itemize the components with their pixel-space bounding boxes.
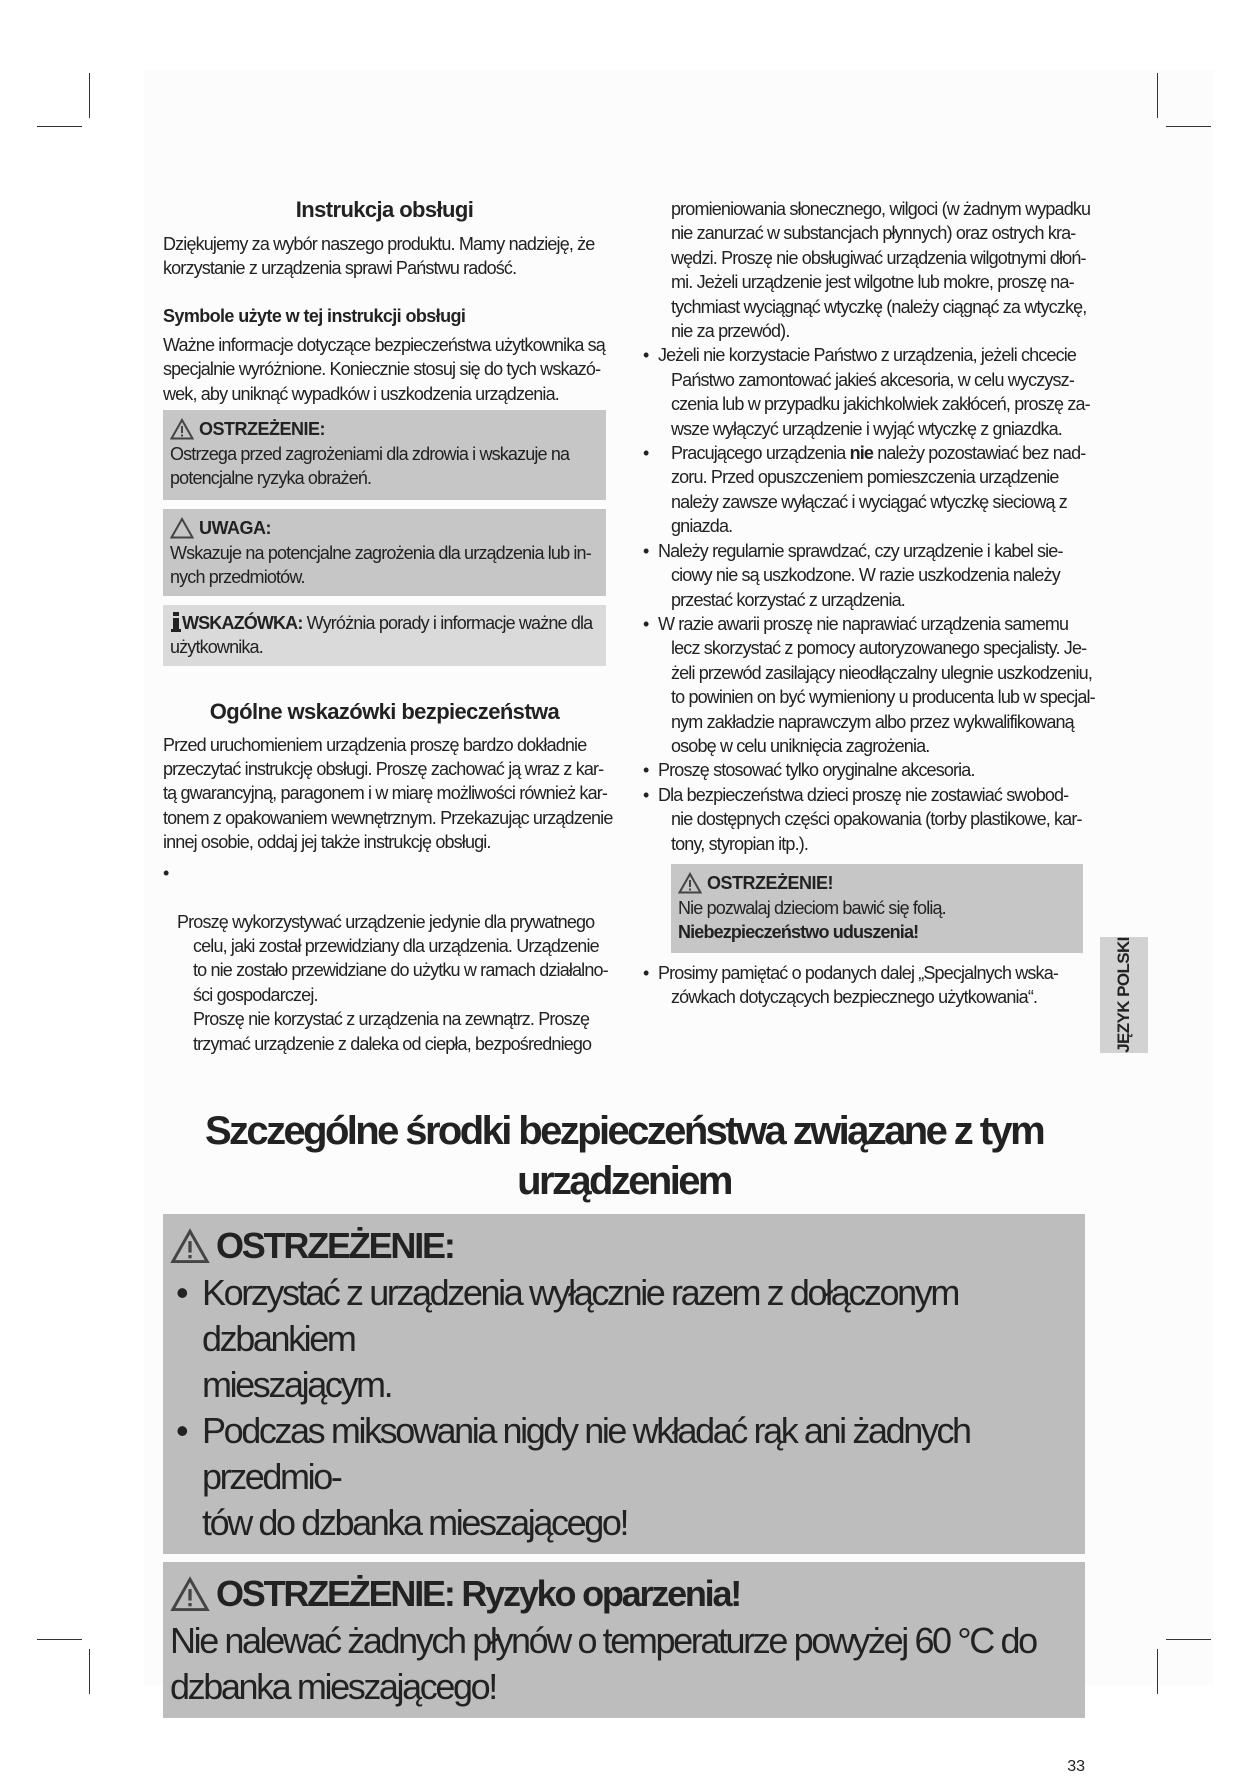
crop-mark [1157, 1649, 1158, 1694]
bullet-text: Należy regularnie sprawdzać, czy urządzenie i kabel sie- ciowy nie są uszkodzone. W razie uszkodzenia należy przestać korzystać z urządzenia. [658, 540, 1063, 610]
bullet: • [643, 540, 649, 561]
tip-text: Wyróżnia porady i informacje ważne dla użytkownika. [170, 612, 593, 658]
child-warning-box [671, 864, 1083, 953]
crop-mark [37, 126, 82, 127]
crop-mark [1166, 1639, 1211, 1640]
warning-triangle-icon [170, 1228, 210, 1264]
bullet-text: Korzystać z urządzenia wyłącznie razem z dołączonym dzbankiem mieszającym. [202, 1272, 958, 1406]
warning-triangle-icon [170, 1576, 210, 1612]
bullet-text-bold: nie [849, 443, 874, 464]
bullet: • [643, 345, 649, 366]
list-item [170, 1270, 1078, 1408]
list-item [643, 783, 1098, 856]
crop-mark [37, 1639, 82, 1640]
special-warning-box [163, 1214, 1085, 1554]
bullet-text: Jeżeli nie korzystacie Państwo z urządzenia, jeżeli chcecie Państwo zamontować jakieś akcesoria, w celu wyczysz- czenia lub w przypadku jakichkolwiek zakłóceń, proszę za- wsze wyłączyć urządzenie i wyjąć wtyczkę z gniazdka. [658, 345, 1090, 439]
warning-title: OSTRZEŻENIE: [216, 1225, 454, 1267]
language-tab-label: JĘZYK POLSKI [1114, 937, 1133, 1053]
info-icon [170, 612, 182, 632]
crop-mark [89, 73, 90, 118]
warning-title: OSTRZEŻENIE! [707, 872, 834, 893]
crop-mark [1157, 73, 1158, 118]
burn-warning-text: Nie nalewać żadnych płynów o temperaturze powyżej 60 °C do dzbanka mieszającego! [170, 1620, 1036, 1708]
tip-title: WSKAZÓWKA: [182, 612, 303, 633]
left-column [163, 197, 628, 1080]
caution-title: UWAGA: [199, 518, 271, 539]
warning-triangle-icon [170, 418, 194, 440]
list-item [643, 961, 1098, 1010]
bullet: • [643, 760, 649, 781]
list-item [163, 861, 628, 1081]
caution-text: Wskazuje na potencjalne zagrożenia dla urządzenia lub in- nych przedmiotów. [170, 543, 591, 588]
bullet-text: W razie awarii proszę nie naprawiać urządzenia samemu lecz skorzystać z pomocy autoryzowanego specjalisty. Je- żeli przewód zasilający nieodłączalny ulegnie uszkodzeniu, to powinien on być wymieniony u producenta lub w specjal- nym zakładzie naprawczym albo przez wykwalifikowaną osobę w celu uniknięcia zagrożenia. [658, 613, 1095, 756]
general-safety-paragraph: Przed uruchomieniem urządzenia proszę bardzo dokładnie przeczytać instrukcję obsługi. Proszę zachować ją wraz z kar- tą gwarancyjną, paragonem i w miarę możliwości również kar- tonem z opakowaniem wewnętrznym. Przekazując urządzenie innej osobie, oddaj jej także instrukcję obsługi. [163, 734, 613, 853]
warning-text: Ostrzega przed zagrożeniami dla zdrowia i wskazuje na potencjalne ryzyka obrażeń. [170, 444, 570, 489]
continued-text: promieniowania słonecznego, wilgoci (w żadnym wypadku nie zanurzać w substancjach płynnych) oraz ostrych kra- wędzi. Proszę nie obsługiwać urządzenia wilgotnymi dłoń- mi. Jeżeli urządzenie jest wilgotne lub mokre, proszę na- tychmiast wyciągnąć wtyczkę (należy ciągnąć za wtyczkę, nie za przewód). [671, 199, 1091, 342]
bullet-text: Pracującego urządzenia [671, 443, 850, 464]
bullet-text: Podczas miksowania nigdy nie wkładać rąk ani żadnych przedmio- tów do dzbanka mieszającego! [202, 1410, 970, 1544]
bullet-text: należy pozostawiać bez nad- zoru. Przed opuszczeniem pomieszczenia urządzenie należy zawsze wyłączać i wyciągać wtyczkę sieciową z gniazda. [671, 443, 1086, 537]
bullet-text: Dla bezpieczeństwa dzieci proszę nie zostawiać swobod- nie dostępnych części opakowania (torby plastikowe, kar- tony, styropian itp.). [658, 784, 1082, 854]
bullet: • [643, 784, 649, 805]
caution-box [163, 509, 606, 596]
list-item [170, 1408, 1078, 1546]
bullet: • [163, 862, 169, 883]
warning-title: OSTRZEŻENIE: [199, 419, 326, 440]
crop-mark [1166, 126, 1211, 127]
warning-text-bold: Niebezpieczeństwo uduszenia! [678, 922, 919, 943]
page-title: Instrukcja obsługi [295, 197, 474, 222]
caution-triangle-icon [170, 517, 194, 539]
bullet-text: Prosimy pamiętać o podanych dalej „Specjalnych wska- zówkach dotyczących bezpiecznego użytkowania“. [658, 962, 1059, 1008]
list-item [643, 441, 1098, 539]
bullet: • [643, 443, 649, 464]
bullet: • [176, 1410, 187, 1452]
tip-box [163, 605, 606, 666]
symbols-paragraph: Ważne informacje dotyczące bezpieczeństwa użytkownika są specjalnie wyróżnione. Koniecznie stosuj się do tych wskazó- wek, aby uniknąć wypadków i uszkodzenia urządzenia. [163, 334, 605, 404]
bullet: • [643, 613, 649, 634]
warning-text: Nie pozwalaj dzieciom bawić się folią. [678, 897, 946, 918]
bullet: • [643, 962, 649, 983]
warning-triangle-icon [678, 872, 702, 894]
general-safety-heading: Ogólne wskazówki bezpieczeństwa [209, 698, 560, 724]
special-safety-heading: Szczególne środki bezpieczeństwa związane z tym urządzeniem [204, 1109, 1044, 1204]
page-content [163, 197, 1113, 1776]
warning-box [163, 410, 606, 500]
page-number: 33 [1067, 1758, 1085, 1776]
symbols-heading: Symbole użyte w tej instrukcji obsługi [163, 305, 466, 326]
list-item [643, 343, 1098, 441]
burn-warning-title: OSTRZEŻENIE: Ryzyko oparzenia! [216, 1573, 741, 1615]
bullet-text: Proszę wykorzystywać urządzenie jedynie dla prywatnego celu, jaki został przewidziany dla urządzenia. Urządzenie to nie zostało przewidziane do użytku w ramach działalno- ści gospodarczej. Proszę nie korzystać z urządzenia na zewnątrz. Proszę trzymać urządzenie z daleka od ciepła, bezpośredniego [177, 911, 608, 1054]
right-column [643, 197, 1098, 1010]
list-item [643, 758, 1098, 782]
bullet-text: Proszę stosować tylko oryginalne akcesoria. [658, 760, 975, 781]
crop-mark [89, 1649, 90, 1694]
list-item [643, 539, 1098, 612]
bullet: • [176, 1272, 187, 1314]
intro-paragraph: Dziękujemy za wybór naszego produktu. Mamy nadzieję, że korzystanie z urządzenia sprawi Państwu radość. [163, 234, 595, 279]
burn-warning-box [163, 1562, 1085, 1718]
list-item [643, 612, 1098, 758]
